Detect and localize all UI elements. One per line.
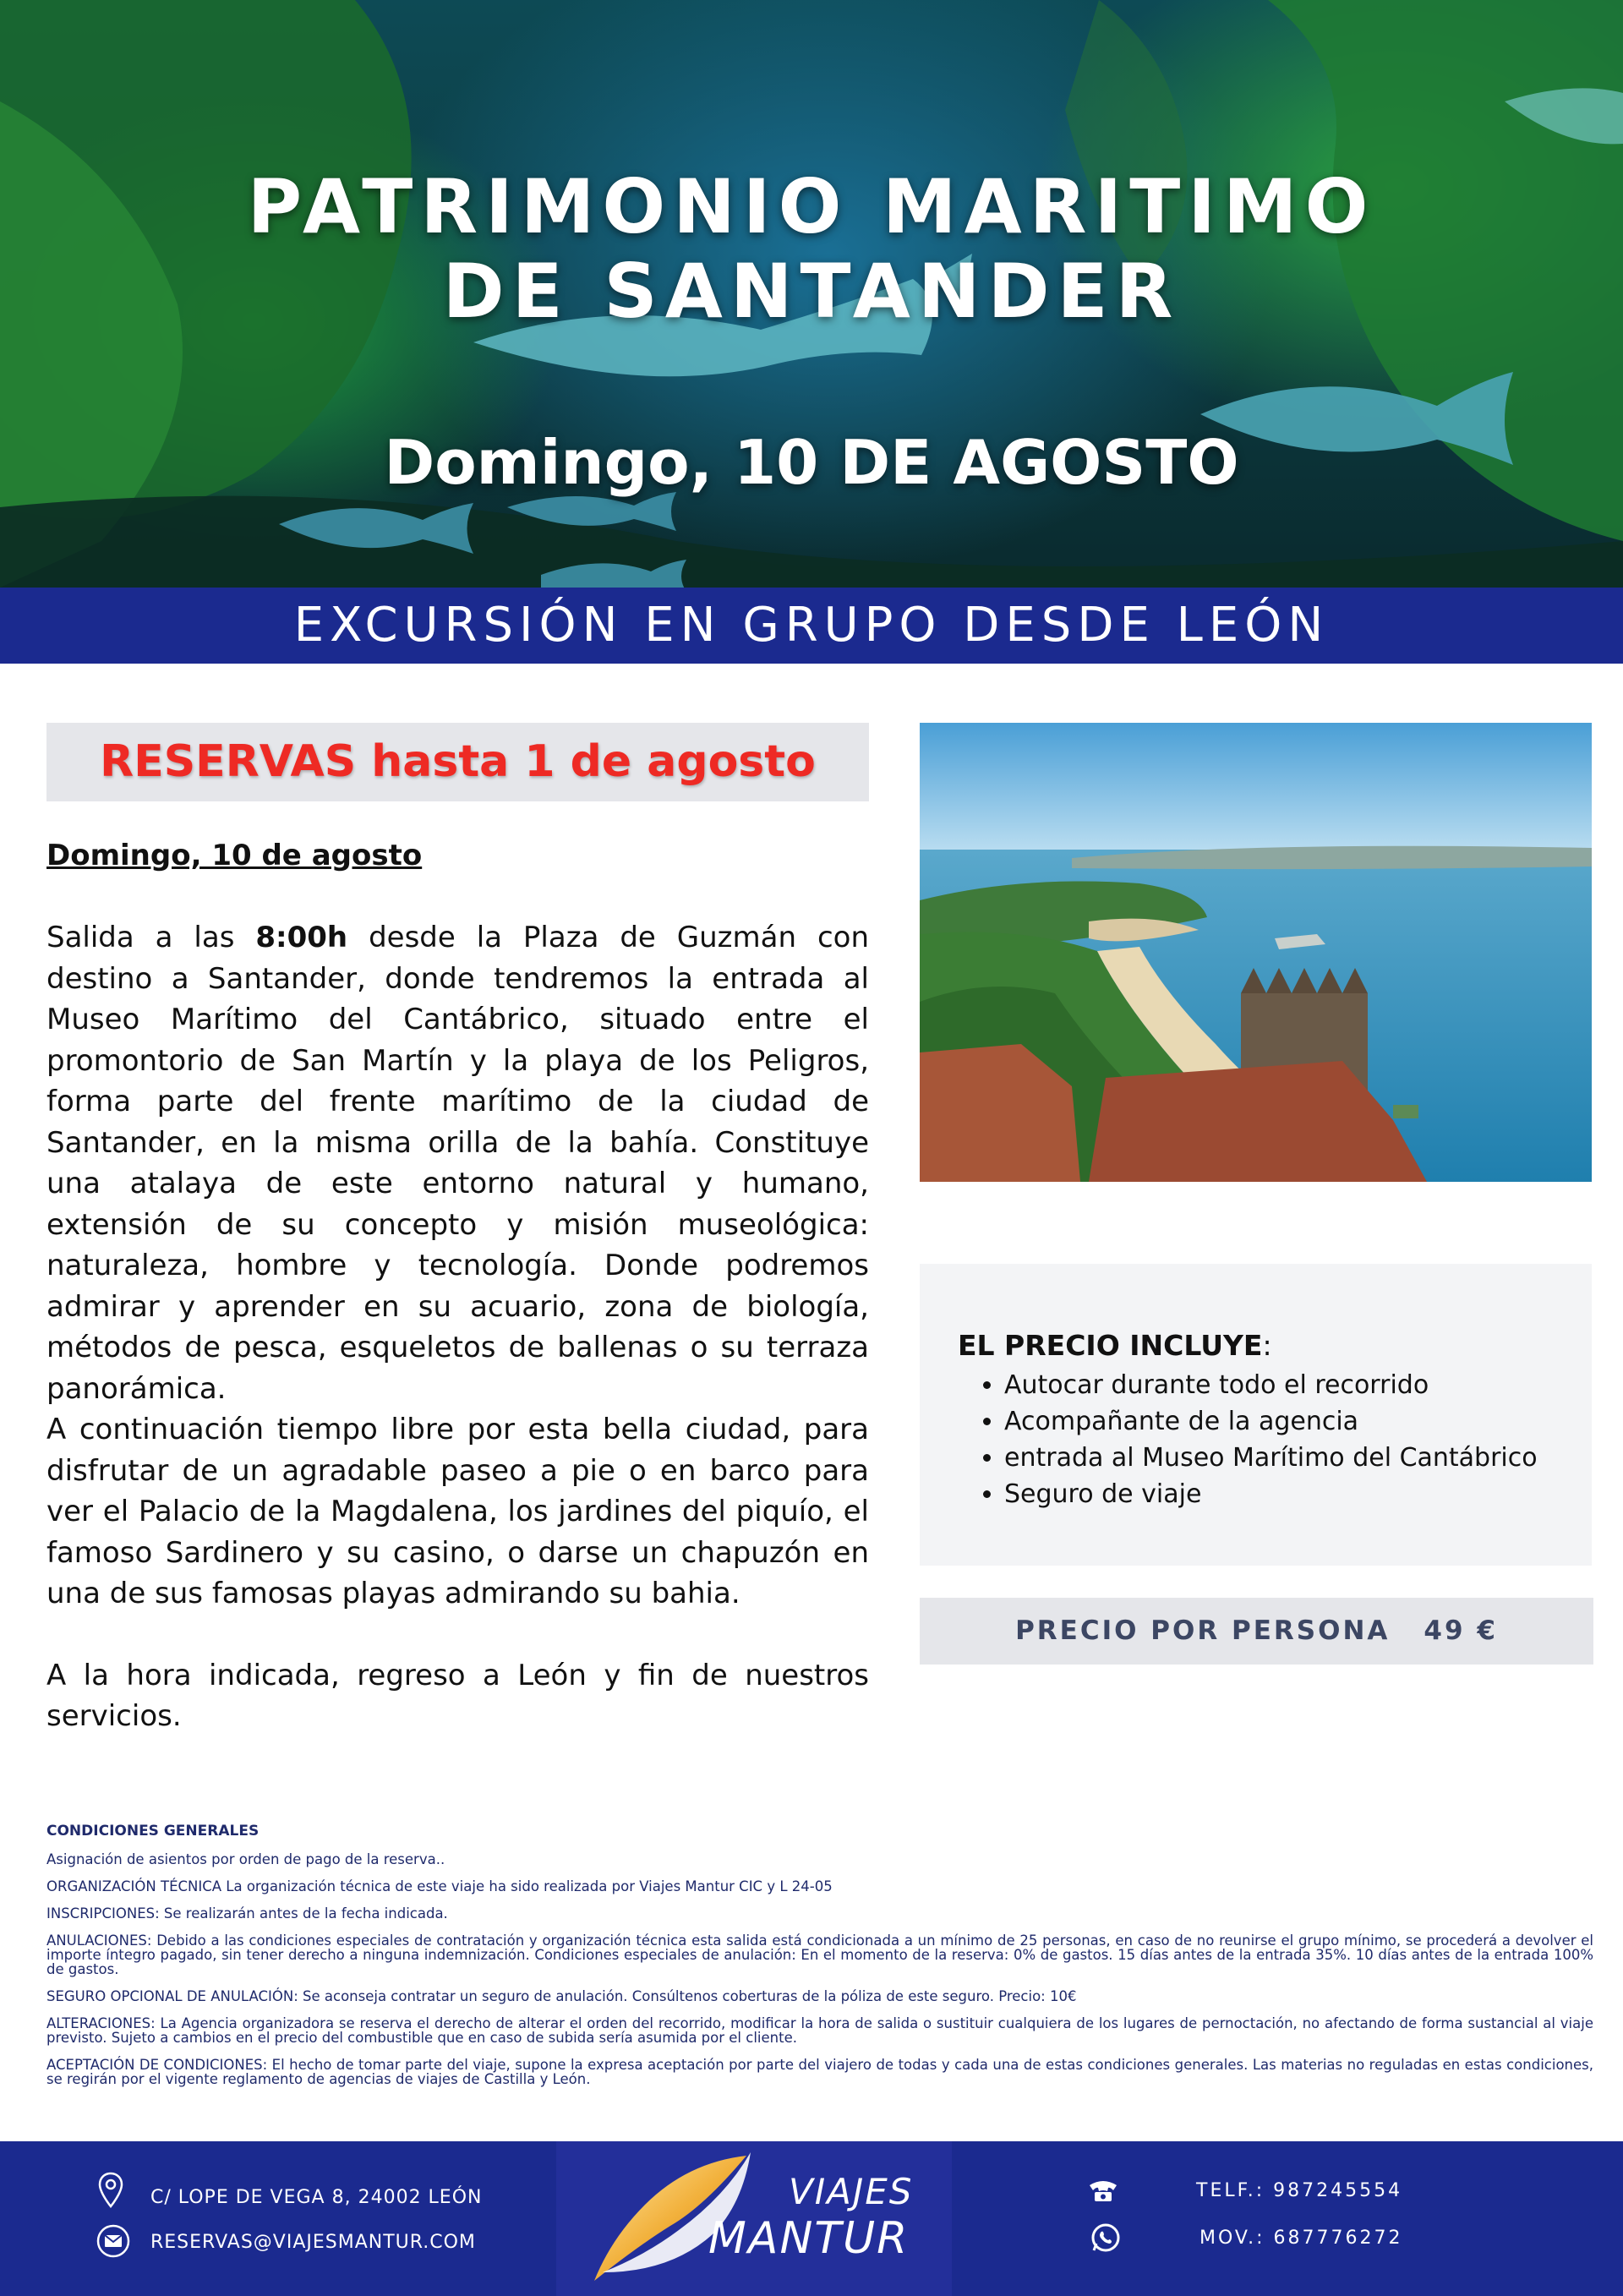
includes-list	[958, 1367, 1538, 1512]
price-amount: 49 €	[1424, 1615, 1498, 1646]
whatsapp-icon	[1090, 2222, 1121, 2253]
price-includes-box	[920, 1264, 1592, 1566]
itinerary-paragraph-1	[46, 917, 869, 1409]
footer-mobile[interactable]: MOV.: 687776272	[1199, 2228, 1403, 2249]
general-conditions	[46, 1824, 1593, 2099]
telephone-icon	[1086, 2175, 1120, 2204]
footer-phone[interactable]: TELF.: 987245554	[1196, 2180, 1403, 2201]
itinerary-p1-start: Salida a las	[46, 921, 256, 954]
includes-item: • Acompañante de la agencia	[1004, 1403, 1538, 1440]
condition-item: INSCRIPCIONES: Se realizarán antes de la fecha indicada.	[46, 1905, 448, 1922]
condition-item: ALTERACIONES: La Agencia organizadora se reserva el derecho de alterar el orden del recorrido, modificar la hora de salida o sustituir cualquiera de los lugares de pernoctación, no afectando de forma sustancial al viaje previsto. Sujeto a cambios en el precio del combustible que en caso de subida sería asumida por el cliente.	[46, 2015, 1593, 2046]
condition-item: ANULACIONES: Debido a las condiciones especiales de contratación y organización técnica esta salida está condicionada a un mínimo de 25 personas, en caso de no reunirse el grupo mínimo, se procederá a devolver el importe íntegro pagado, sin tener derecho a ninguna indemnización. Condiciones especiales de anulación: En el momento de la reserva: 0% de gastos. 15 días antes de la entrada 35%. 10 días antes de la entrada 100% de gastos.	[46, 1932, 1593, 1977]
condition-item: Asignación de asientos por orden de pago de la reserva..	[46, 1851, 445, 1867]
condition-item: ACEPTACIÓN DE CONDICIONES: El hecho de tomar parte del viaje, supone la expresa aceptación por parte del viajero de todas y cada una de estas condiciones generales. Las materias no reguladas en estas condiciones, se regirán por el vigente reglamento de agencias de viajes de Castilla y León.	[46, 2057, 1593, 2087]
santander-bay-photo	[920, 723, 1592, 1182]
footer	[0, 2141, 1623, 2296]
viajes-mantur-logo	[556, 2141, 952, 2296]
santander-bay-illustration	[920, 723, 1592, 1182]
itinerary-description	[46, 917, 869, 1737]
map-pin-icon	[97, 2172, 124, 2209]
departure-time: 8:00h	[255, 921, 348, 954]
price-per-person	[920, 1598, 1593, 1665]
footer-email[interactable]: RESERVAS@VIAJESMANTUR.COM	[150, 2232, 476, 2253]
price-label: PRECIO POR PERSONA	[1015, 1615, 1391, 1646]
logo-text-mantur: MANTUR	[708, 2213, 910, 2264]
conditions-heading: CONDICIONES GENERALES	[46, 1823, 260, 1840]
logo-text-viajes: VIAJES	[789, 2171, 914, 2212]
includes-heading	[958, 1327, 1272, 1364]
hero-aquarium-image	[0, 0, 1623, 588]
condition-item: ORGANIZACIÓN TÉCNICA La organización técnica de este viaje ha sido realizada por Viajes Mantur CIC y L 24-05	[46, 1878, 833, 1894]
reservation-deadline: RESERVAS hasta 1 de agosto	[46, 723, 869, 801]
footer-address: C/ LOPE DE VEGA 8, 24002 LEÓN	[150, 2187, 483, 2208]
hero-title	[0, 165, 1623, 334]
hero-title-line2: DE SANTANDER	[442, 248, 1181, 335]
itinerary-date-heading: Domingo, 10 de agosto	[46, 839, 423, 872]
itinerary-paragraph-2: A continuación tiempo libre por esta bella ciudad, para disfrutar de un agradable paseo a pie o en barco para ver el Palacio de la Magdalena, los jardines del piquío, el famoso Sardinero y su casino, o darse un chapuzón en una de sus famosas playas admirando su bahia.	[46, 1413, 869, 1610]
hero-title-line1: PATRIMONIO MARITIMO	[247, 163, 1376, 250]
group-excursion-banner: EXCURSIÓN EN GRUPO DESDE LEÓN	[0, 588, 1623, 664]
includes-item: • Seguro de viaje	[1004, 1476, 1538, 1512]
includes-item: • Autocar durante todo el recorrido	[1004, 1367, 1538, 1403]
includes-heading-text: EL PRECIO INCLUYE	[958, 1329, 1263, 1362]
itinerary-paragraph-3: A la hora indicada, regreso a León y fin de nuestros servicios.	[46, 1658, 869, 1733]
envelope-icon	[96, 2224, 130, 2258]
itinerary-p1-rest: desde la Plaza de Guzmán con destino a Santander, donde tendremos la entrada al Museo Marítimo del Cantábrico, situado entre el promontorio de San Martín y la playa de los Peligros, forma parte del frente marítimo de la ciudad de Santander, en la misma orilla de la bahía. Constituye una atalaya de este entorno natural y humano, extensión de su concepto y misión museológica: naturaleza, hombre y tecnología. Donde podremos admirar y aprender en su acuario, zona de biología, métodos de pesca, esqueletos de ballenas o su terraza panorámica.	[46, 921, 869, 1406]
condition-item: SEGURO OPCIONAL DE ANULACIÓN: Se aconseja contratar un seguro de anulación. Consúltenos coberturas de la póliza de este seguro. Precio: 10€	[46, 1988, 1077, 2004]
includes-heading-colon: :	[1262, 1329, 1272, 1362]
hero-date: Domingo, 10 DE AGOSTO	[384, 427, 1239, 498]
includes-item: • entrada al Museo Marítimo del Cantábrico	[1004, 1440, 1538, 1476]
